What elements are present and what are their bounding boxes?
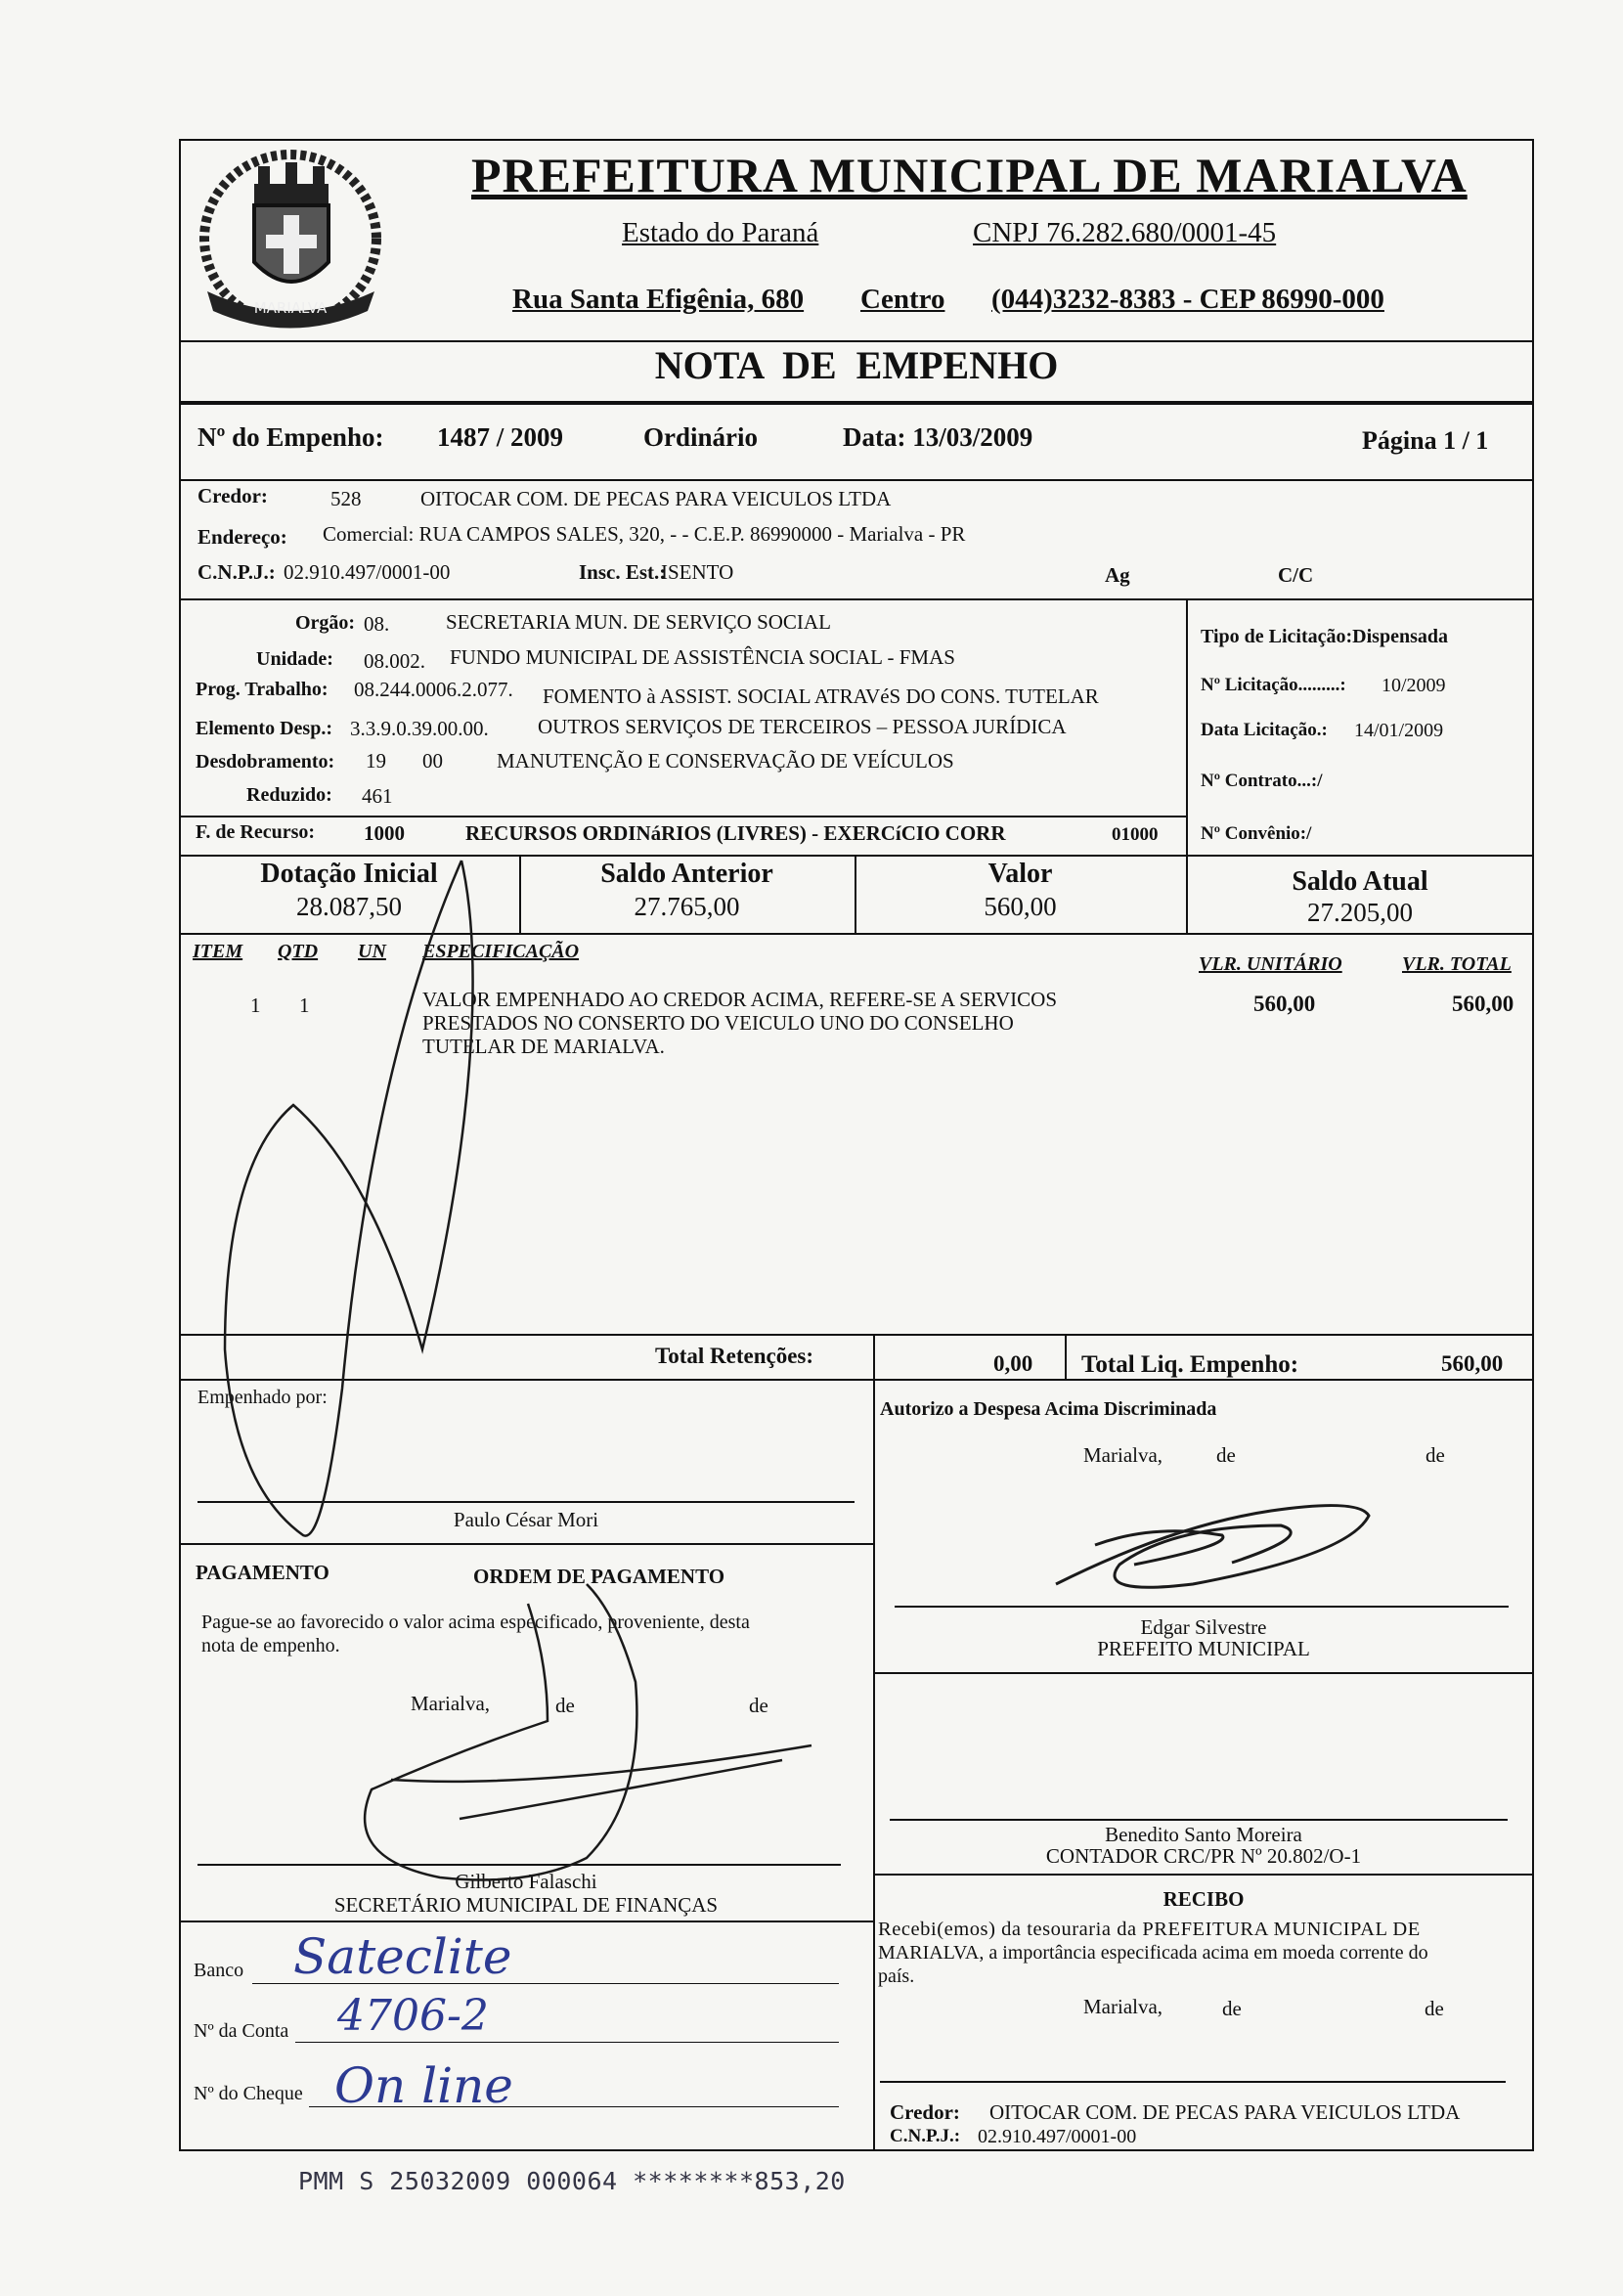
dotacao-value: 28.087,50 bbox=[296, 892, 402, 921]
saldo-anterior-value: 27.765,00 bbox=[634, 892, 740, 921]
elemento-code: 3.3.9.0.39.00.00. bbox=[350, 717, 489, 740]
item-spec-line2: PRESTADOS NO CONSERTO DO VEICULO UNO DO CONSELHO bbox=[422, 1011, 1014, 1035]
secretario-name: Gilberto Falaschi bbox=[455, 1870, 597, 1893]
recibo-de-1: de bbox=[1222, 1997, 1242, 2020]
valor-label: Valor bbox=[987, 859, 1053, 889]
signature-line bbox=[895, 1606, 1509, 1608]
prefeito-title: PREFEITO MUNICIPAL bbox=[1097, 1637, 1310, 1660]
insc-label: Insc. Est.: bbox=[579, 560, 667, 584]
recibo-place: Marialva, bbox=[1083, 1995, 1163, 2018]
municipal-cnpj: CNPJ 76.282.680/0001-45 bbox=[973, 217, 1277, 248]
divider bbox=[1065, 1334, 1067, 1381]
divider bbox=[179, 598, 1534, 600]
footer-credor-value: OITOCAR COM. DE PECAS PARA VEICULOS LTDA bbox=[989, 2100, 1461, 2124]
desdobramento-sub: 00 bbox=[422, 749, 443, 773]
phone-cep: (044)3232-8383 - CEP 86990-000 bbox=[991, 284, 1384, 315]
insc-value: ISENTO bbox=[661, 560, 734, 584]
recibo-line2: MARIALVA, a importância especificada acima em moeda corrente do bbox=[878, 1942, 1428, 1964]
recibo-de-2: de bbox=[1425, 1997, 1444, 2020]
empenhado-label: Empenhado por: bbox=[197, 1387, 328, 1408]
contador-title: CONTADOR CRC/PR Nº 20.802/O-1 bbox=[1045, 1844, 1362, 1868]
prog-code: 08.244.0006.2.077. bbox=[354, 678, 513, 701]
retencoes-label: Total Retenções: bbox=[655, 1344, 814, 1368]
municipality-title: PREFEITURA MUNICIPAL DE MARIALVA bbox=[471, 148, 1468, 202]
recibo-title: RECIBO bbox=[1162, 1887, 1245, 1911]
endereco-value: Comercial: RUA CAMPOS SALES, 320, - - C.E.P. 86990000 - Marialva - PR bbox=[323, 522, 966, 546]
divider bbox=[179, 816, 1186, 817]
divider bbox=[873, 1874, 1534, 1876]
divider bbox=[873, 1672, 1534, 1674]
reduzido-value: 461 bbox=[362, 784, 393, 808]
pague-line1: Pague-se ao favorecido o valor acima especificado, proveniente, desta bbox=[201, 1612, 750, 1633]
liquido-value: 560,00 bbox=[1441, 1351, 1504, 1376]
ordem-label: ORDEM DE PAGAMENTO bbox=[473, 1565, 725, 1588]
fonte-code: 1000 bbox=[364, 821, 405, 845]
orgao-name: SECRETARIA MUN. DE SERVIÇO SOCIAL bbox=[446, 610, 831, 634]
recibo-line3: país. bbox=[878, 1965, 915, 1987]
desdobramento-code: 19 bbox=[366, 749, 386, 773]
col-header-item: ITEM bbox=[193, 941, 243, 962]
crest-ribbon-text: MARIALVA bbox=[253, 299, 328, 317]
empenho-date: Data: 13/03/2009 bbox=[843, 422, 1033, 452]
elemento-name: OUTROS SERVIÇOS DE TERCEIROS – PESSOA JURÍDICA bbox=[538, 715, 1067, 738]
divider bbox=[179, 1379, 1534, 1381]
item-total-value: 560,00 bbox=[1452, 992, 1514, 1016]
fonte-label: F. de Recurso: bbox=[196, 821, 316, 843]
autorizo-de-1: de bbox=[1216, 1443, 1236, 1467]
saldo-anterior-label: Saldo Anterior bbox=[600, 859, 773, 889]
divider bbox=[179, 401, 1534, 405]
credor-cnpj: 02.910.497/0001-00 bbox=[284, 560, 451, 584]
credor-label: Credor: bbox=[197, 484, 268, 508]
divider bbox=[179, 933, 1534, 935]
item-number: 1 bbox=[250, 993, 261, 1017]
licitacao-date: 14/01/2009 bbox=[1354, 720, 1444, 741]
agreement-number: Nº Convênio:/ bbox=[1201, 823, 1312, 844]
licitacao-date-label: Data Licitação.: bbox=[1201, 720, 1328, 740]
autorizo-place: Marialva, bbox=[1083, 1443, 1163, 1467]
signature-line bbox=[197, 1501, 855, 1503]
col-header-un: UN bbox=[358, 941, 386, 962]
divider bbox=[179, 1543, 873, 1545]
reduzido-label: Reduzido: bbox=[246, 784, 332, 806]
orgao-code: 08. bbox=[364, 612, 390, 636]
prog-name: FOMENTO à ASSIST. SOCIAL ATRAVéS DO CONS. TUTELAR bbox=[543, 684, 1099, 708]
licitacao-number: 10/2009 bbox=[1382, 675, 1446, 696]
empenhado-name: Paulo César Mori bbox=[453, 1508, 599, 1531]
pagamento-place: Marialva, bbox=[411, 1692, 491, 1715]
state-name: Estado do Paraná bbox=[622, 217, 819, 248]
conta-label: Nº da Conta bbox=[194, 2020, 289, 2042]
ag-label: Ag bbox=[1105, 563, 1130, 587]
col-header-total-value: VLR. TOTAL bbox=[1402, 953, 1512, 975]
prefeito-name: Edgar Silvestre bbox=[1140, 1615, 1267, 1639]
divider bbox=[1186, 598, 1188, 855]
col-header-unit-value: VLR. UNITÁRIO bbox=[1199, 953, 1342, 975]
orgao-label: Orgão: bbox=[295, 612, 356, 634]
pagamento-label: PAGAMENTO bbox=[196, 1561, 329, 1584]
pague-line2: nota de empenho. bbox=[201, 1635, 340, 1656]
municipal-crest bbox=[196, 145, 386, 336]
item-spec-line3: TUTELAR DE MARIALVA. bbox=[422, 1035, 665, 1058]
footer-credor-label: Credor: bbox=[890, 2100, 960, 2124]
cc-label: C/C bbox=[1278, 563, 1314, 587]
credor-code: 528 bbox=[330, 487, 362, 510]
endereco-label: Endereço: bbox=[197, 525, 287, 549]
contract-number: Nº Contrato...:/ bbox=[1201, 771, 1323, 791]
unidade-label: Unidade: bbox=[256, 648, 333, 670]
col-header-qtd: QTD bbox=[278, 941, 319, 962]
fonte-number: 01000 bbox=[1112, 824, 1159, 845]
cnpj-label: C.N.P.J.: bbox=[197, 560, 276, 584]
divider bbox=[179, 855, 1534, 857]
credor-name: OITOCAR COM. DE PECAS PARA VEICULOS LTDA bbox=[420, 487, 892, 510]
item-unit-value: 560,00 bbox=[1253, 992, 1316, 1016]
empenho-type: Ordinário bbox=[643, 422, 759, 452]
contador-name: Benedito Santo Moreira bbox=[1105, 1823, 1302, 1846]
dotacao-label: Dotação Inicial bbox=[260, 859, 438, 889]
saldo-atual-label: Saldo Atual bbox=[1292, 866, 1428, 897]
col-header-spec: ESPECIFICAÇÃO bbox=[422, 941, 580, 962]
item-spec-line1: VALOR EMPENHADO AO CREDOR ACIMA, REFERE-SE A SERVICOS bbox=[422, 988, 1058, 1011]
street-address: Rua Santa Efigênia, 680 bbox=[512, 284, 805, 315]
liquido-label: Total Liq. Empenho: bbox=[1081, 1351, 1299, 1378]
fonte-name: RECURSOS ORDINáRIOS (LIVRES) - EXERCíCIO CORR bbox=[465, 821, 1006, 845]
divider bbox=[179, 1921, 873, 1922]
secretario-title: SECRETÁRIO MUNICIPAL DE FINANÇAS bbox=[333, 1893, 719, 1917]
divider bbox=[179, 479, 1534, 481]
page-indicator: Página 1 / 1 bbox=[1362, 426, 1489, 455]
conta-handwritten: 4706-2 bbox=[337, 1991, 489, 2041]
licitacao-number-label: Nº Licitação.........: bbox=[1201, 675, 1346, 695]
desdobramento-label: Desdobramento: bbox=[196, 751, 335, 773]
payment-stamp: PMM S 25032009 000064 ********853,20 bbox=[298, 2167, 846, 2195]
cheque-label: Nº do Cheque bbox=[194, 2083, 303, 2104]
elemento-label: Elemento Desp.: bbox=[196, 718, 332, 739]
saldo-atual-value: 27.205,00 bbox=[1307, 898, 1413, 927]
signature-line bbox=[880, 2081, 1506, 2083]
desdobramento-name: MANUTENÇÃO E CONSERVAÇÃO DE VEÍCULOS bbox=[497, 749, 954, 773]
divider bbox=[179, 1334, 1534, 1336]
footer-cnpj-label: C.N.P.J.: bbox=[890, 2126, 961, 2146]
pagamento-de-2: de bbox=[749, 1694, 768, 1717]
licitacao-type: Tipo de Licitação:Dispensada bbox=[1201, 626, 1448, 647]
divider bbox=[873, 1334, 875, 2151]
autorizo-de-2: de bbox=[1426, 1443, 1445, 1467]
retencoes-value: 0,00 bbox=[993, 1351, 1033, 1376]
autorizo-text: Autorizo a Despesa Acima Discriminada bbox=[880, 1398, 1217, 1420]
unidade-code: 08.002. bbox=[364, 649, 425, 673]
conta-line bbox=[295, 2042, 839, 2043]
unidade-name: FUNDO MUNICIPAL DE ASSISTÊNCIA SOCIAL - FMAS bbox=[450, 645, 955, 669]
recibo-line1: Recebi(emos) da tesouraria da PREFEITURA MUNICIPAL DE bbox=[878, 1919, 1421, 1940]
signature-line bbox=[197, 1864, 841, 1866]
document-title: NOTA DE EMPENHO bbox=[654, 343, 1059, 387]
prog-label: Prog. Trabalho: bbox=[196, 679, 329, 700]
empenho-label: Nº do Empenho: bbox=[197, 422, 384, 452]
banco-handwritten: Sateclite bbox=[293, 1928, 512, 1985]
cheque-handwritten: On line bbox=[334, 2057, 513, 2114]
empenho-number: 1487 / 2009 bbox=[437, 422, 564, 452]
footer-cnpj-value: 02.910.497/0001-00 bbox=[978, 2126, 1137, 2147]
pagamento-de-1: de bbox=[555, 1694, 575, 1717]
item-qty: 1 bbox=[299, 993, 310, 1017]
district: Centro bbox=[860, 284, 945, 315]
banco-label: Banco bbox=[194, 1960, 244, 1981]
valor-value: 560,00 bbox=[984, 892, 1057, 921]
signature-line bbox=[890, 1819, 1508, 1821]
